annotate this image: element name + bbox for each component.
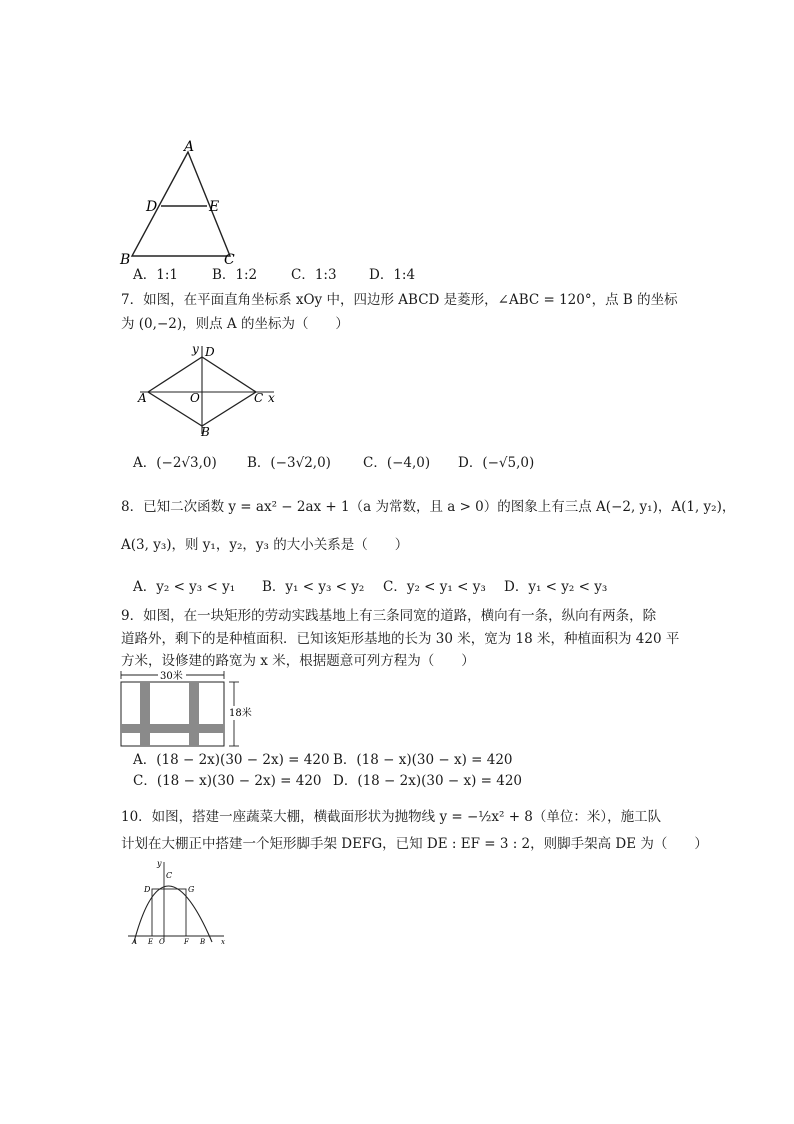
label-b: B xyxy=(120,252,131,268)
label-a: A xyxy=(138,391,147,405)
label-y: y xyxy=(157,859,162,868)
vertical-road-left xyxy=(140,682,150,746)
label-y: y xyxy=(192,342,199,356)
label-c: C xyxy=(224,252,235,268)
label-x: x xyxy=(221,938,225,946)
field-rect xyxy=(121,682,224,746)
q9-option-a[interactable]: A．(18 − 2x)(30 − 2x) = 420 xyxy=(133,752,330,768)
q9-option-d[interactable]: D．(18 − 2x)(30 − x) = 420 xyxy=(333,773,523,789)
q7-option-b[interactable]: B．(−3√2,0) xyxy=(247,455,331,471)
label-d: D xyxy=(144,885,151,894)
q6-option-d[interactable]: D．1:4 xyxy=(369,267,416,283)
q6-triangle-figure xyxy=(110,138,250,268)
q8-option-b[interactable]: B．y₁ < y₃ < y₂ xyxy=(262,579,365,595)
label-a: A xyxy=(184,139,195,155)
label-o: O xyxy=(190,391,200,405)
q6-option-b[interactable]: B．1:2 xyxy=(212,267,258,283)
q10-stem-line1: 10．如图，搭建一座蔬菜大棚，横截面形状为抛物线 y = −½x² + 8（单位：米），施工队 xyxy=(121,809,662,825)
q8-option-c[interactable]: C．y₂ < y₁ < y₃ xyxy=(383,579,486,595)
label-c: C xyxy=(166,871,173,880)
q7-option-a[interactable]: A．(−2√3,0) xyxy=(133,455,217,471)
q8-option-d[interactable]: D．y₁ < y₂ < y₃ xyxy=(504,579,608,595)
label-g: G xyxy=(188,885,195,894)
q8-stem-line1: 8．已知二次函数 y = ax² − 2ax + 1（a 为常数，且 a > 0）的图象上有三点 A(−2, y₁)，A(1, y₂)， xyxy=(121,499,736,515)
q9-stem-line3: 方米，设修建的路宽为 x 米，根据题意可列方程为（ ） xyxy=(121,653,475,669)
vertical-road-right xyxy=(189,682,199,746)
label-b: B xyxy=(200,938,206,946)
q9-option-b[interactable]: B．(18 − x)(30 − x) = 420 xyxy=(333,752,513,768)
q9-stem-line2: 道路外，剩下的是种植面积．已知该矩形基地的长为 30 米，宽为 18 米，种植面积为 420 平 xyxy=(121,631,680,647)
label-d: D xyxy=(205,345,215,359)
scaffold-rect-defg xyxy=(152,889,186,936)
q9-field-figure xyxy=(116,668,266,750)
label-c: C xyxy=(254,391,264,405)
label-f: F xyxy=(184,938,189,946)
q10-stem-line2: 计划在大棚正中搭建一个矩形脚手架 DEFG，已知 DE : EF = 3 : 2，则脚手架高 DE 为（ ） xyxy=(121,836,708,852)
label-d: D xyxy=(146,199,158,215)
label-a: A xyxy=(132,938,138,946)
q10-parabola-figure xyxy=(122,856,232,946)
label-b: B xyxy=(201,425,210,439)
parabola-curve xyxy=(134,886,212,942)
label-x: x xyxy=(268,391,275,405)
label-e: E xyxy=(148,938,154,946)
q9-stem-line1: 9．如图，在一块矩形的劳动实践基地上有三条同宽的道路，横向有一条，纵向有两条，除 xyxy=(121,608,657,624)
label-e: E xyxy=(209,199,220,215)
width-label: 18米 xyxy=(229,708,252,719)
label-o: O xyxy=(159,938,165,946)
q8-stem-line2: A(3, y₃)，则 y₁，y₂，y₃ 的大小关系是（ ） xyxy=(121,537,409,553)
q7-option-c[interactable]: C．(−4,0) xyxy=(363,455,431,471)
horizontal-road xyxy=(121,724,224,733)
q6-option-a[interactable]: A．1:1 xyxy=(133,267,178,283)
q7-stem-line2: 为 (0,−2)，则点 A 的坐标为（ ） xyxy=(121,316,349,332)
q6-option-c[interactable]: C．1:3 xyxy=(291,267,337,283)
length-label: 30米 xyxy=(160,671,183,682)
q7-option-d[interactable]: D．(−√5,0) xyxy=(458,455,535,471)
q8-option-a[interactable]: A．y₂ < y₃ < y₁ xyxy=(133,579,236,595)
q7-stem-line1: 7．如图，在平面直角坐标系 xOy 中，四边形 ABCD 是菱形，∠ABC = 120°，点 B 的坐标 xyxy=(121,292,678,308)
q7-rhombus-figure xyxy=(132,340,282,440)
q9-option-c[interactable]: C．(18 − x)(30 − 2x) = 420 xyxy=(133,773,322,789)
